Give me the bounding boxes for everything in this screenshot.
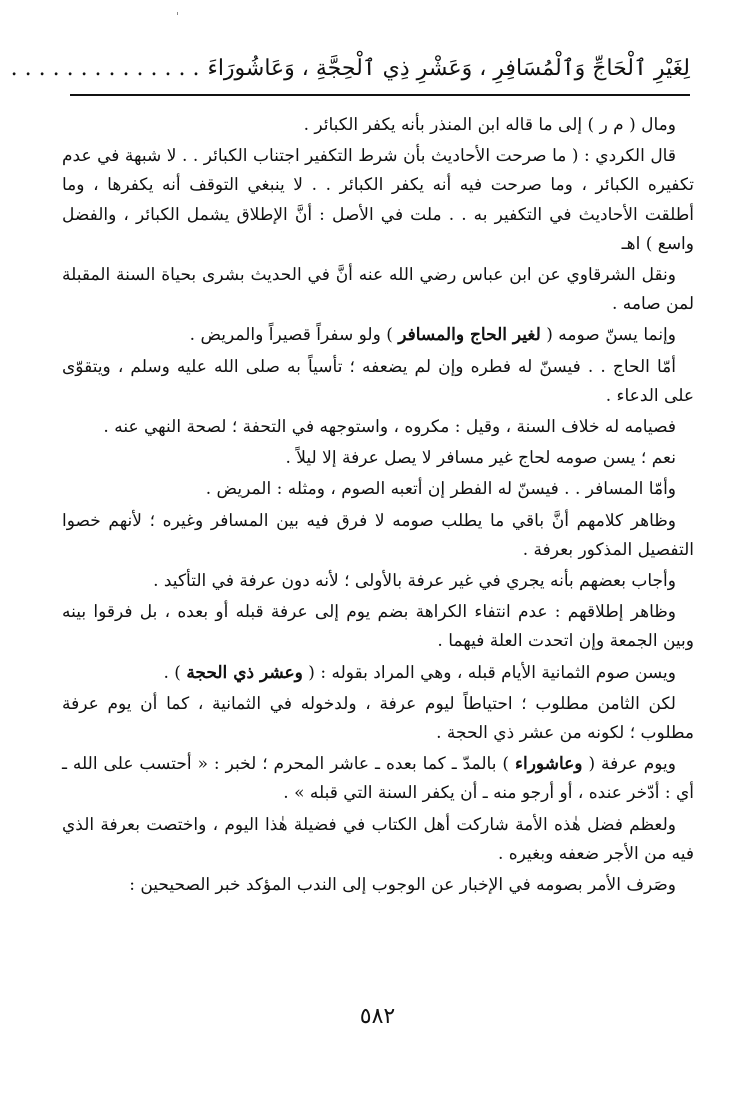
running-header bbox=[10, 50, 690, 88]
header-title: لِغَيْرِ ٱلْحَاجِّ وَٱلْمُسَافِرِ ، وَعَشْرِ ذِي ٱلْحِجَّةِ ، وَعَاشُورَاءَ bbox=[207, 56, 690, 81]
paragraph bbox=[62, 690, 694, 748]
paragraph-text: وظاهر كلامهم أنَّ باقي ما يطلب صومه لا فرق فيه بين المسافر وغيره ؛ لأنهم خصوا التفصيل المذكور بعرفة . bbox=[62, 510, 694, 560]
paragraph bbox=[62, 111, 694, 140]
header-dots: . . . . . . . . . . . . . . bbox=[10, 56, 200, 81]
paragraph-text: نعم ؛ يسن صومه لحاج غير مسافر لا يصل عرفة إلا ليلاً . bbox=[285, 448, 676, 469]
paragraph bbox=[62, 567, 694, 596]
paragraph-text: ولعظم فضل هٰذه الأمة شاركت أهل الكتاب في فضيلة هٰذا اليوم ، واختصت بعرفة الذي فيه من الأجر ضعفه وبغيره . bbox=[62, 814, 694, 864]
paragraph bbox=[62, 444, 694, 473]
paragraph bbox=[62, 598, 694, 656]
paragraph bbox=[62, 507, 694, 565]
paragraph-text: ويوم عرفة ( bbox=[582, 754, 676, 775]
paragraph-text: وأمّا المسافر . . فيسنّ له الفطر إن أتعبه الصوم ، ومثله : المريض . bbox=[205, 479, 676, 500]
matn-quote: وعشر ذي الحجة bbox=[186, 662, 303, 683]
paragraph-text: ونقل الشرقاوي عن ابن عباس رضي الله عنه أنَّ في الحديث بشرى بحياة السنة المقبلة لمن صامه . bbox=[62, 265, 694, 315]
paragraph-text: ومال ( م ر ) إلى ما قاله ابن المنذر بأنه يكفر الكبائر . bbox=[303, 115, 676, 135]
paragraph-text: وإنما يسنّ صومه ( bbox=[540, 325, 676, 346]
page-number: ٥٨٢ bbox=[359, 1004, 396, 1029]
paragraph-text: ) بالمدّ ـ كما بعده ـ عاشر المحرم ؛ لخبر : « أحتسب على الله ـ أي : أدّخر عنده ، أو أرجو منه ـ أن يكفر السنة التي قبله » . bbox=[62, 754, 694, 804]
paragraph-text: وأجاب بعضهم بأنه يجري في غير عرفة بالأولى ؛ لأنه دون عرفة في التأكيد . bbox=[153, 571, 676, 592]
paragraph-text: قال الكردي : ( ما صرحت الأحاديث بأن شرط التكفير اجتناب الكبائر . . لا شبهة في عدم تكفيره الكبائر ، وما صرحت فيه أنه يكفر الكبائر . . لا ينبغي التوقف أنه يكفرها ، وما أطلقت الأحاديث في التكفير به . . ملت في الأصل : أنَّ الإطلاق يشمل الكبائر ، والفضل واسع ) اهـ bbox=[62, 146, 694, 254]
paragraph bbox=[62, 871, 694, 900]
paragraph bbox=[62, 413, 694, 442]
matn-quote: لغير الحاج والمسافر bbox=[398, 325, 541, 346]
paragraph-text: ) ولو سفراً قصيراً والمريض . bbox=[189, 325, 399, 346]
paragraph bbox=[62, 353, 694, 411]
paragraph-text: ) . bbox=[163, 662, 187, 683]
paragraph-text: ويسن صوم الثمانية الأيام قبله ، وهي المراد بقوله : ( bbox=[302, 662, 676, 683]
paragraph-text: وصَرف الأمر بصومه في الإخبار عن الوجوب إلى الندب المؤكد خبر الصحيحين : bbox=[129, 875, 676, 896]
paragraph bbox=[62, 261, 694, 319]
paragraph bbox=[62, 142, 694, 259]
paragraph bbox=[62, 750, 694, 808]
paragraph-text: فصيامه له خلاف السنة ، وقيل : مكروه ، واستوجهه في التحفة ؛ لصحة النهي عنه . bbox=[103, 417, 676, 438]
paragraph bbox=[62, 811, 694, 869]
matn-quote: وعاشوراء bbox=[515, 754, 583, 775]
top-mark: ' bbox=[176, 10, 180, 23]
paragraph-text: أمّا الحاج . . فيسنّ له فطره وإن لم يضعفه ؛ تأسياً به صلى الله عليه وسلم ، ويتقوّى على الدعاء . bbox=[62, 356, 694, 406]
paragraph-text: وظاهر إطلاقهم : عدم انتفاء الكراهة بضم يوم إلى عرفة قبله أو بعده ، بل فرقوا بينه وبين الجمعة وإن اتحدت العلة فيهما . bbox=[62, 602, 694, 652]
paragraph bbox=[62, 659, 694, 688]
page-body bbox=[62, 111, 694, 902]
header-rule bbox=[70, 94, 690, 96]
paragraph bbox=[62, 475, 694, 504]
paragraph bbox=[62, 321, 694, 350]
paragraph-text: لكن الثامن مطلوب ؛ احتياطاً ليوم عرفة ، ولدخوله في الثمانية ، كما أن يوم عرفة مطلوب ؛ لكونه من عشر ذي الحجة . bbox=[62, 693, 694, 744]
